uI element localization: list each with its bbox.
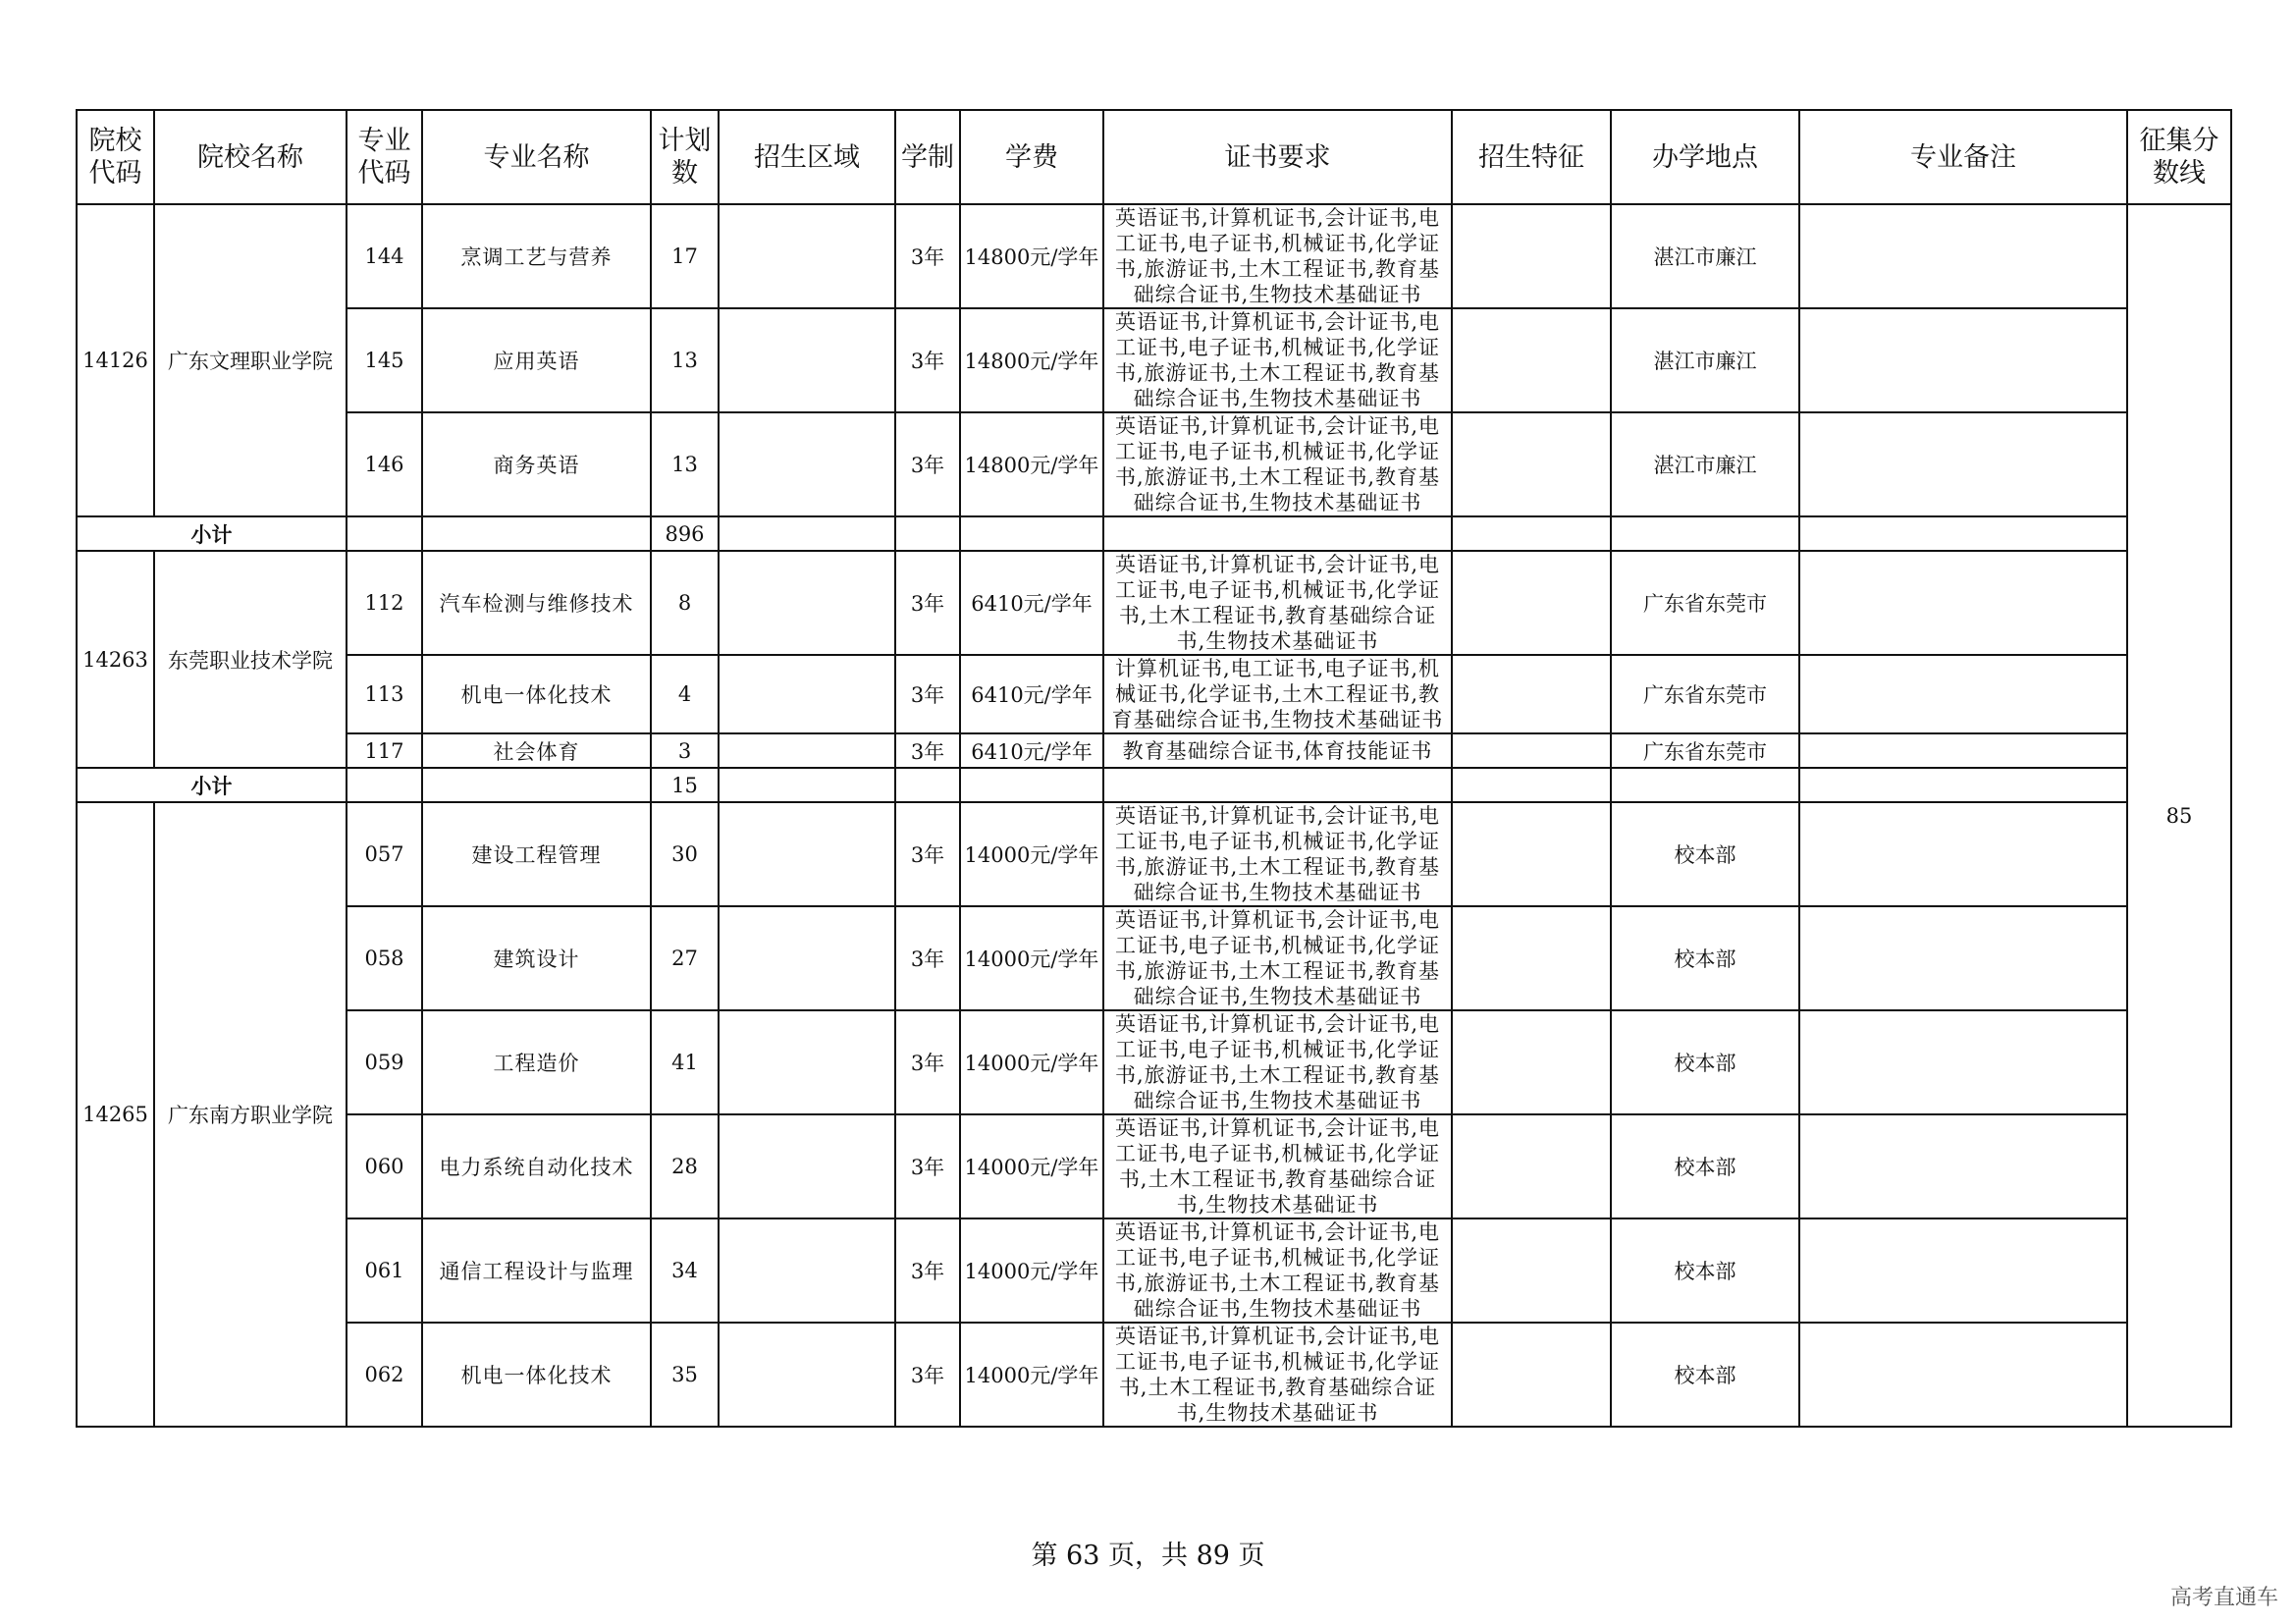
fee: 14000元/学年 [960, 1114, 1103, 1218]
plan-count: 34 [651, 1218, 719, 1323]
location: 校本部 [1611, 1010, 1799, 1114]
inst-name: 广东文理职业学院 [154, 204, 347, 516]
major-name: 汽车检测与维修技术 [422, 551, 651, 655]
region-cell [719, 802, 895, 906]
major-code: 146 [347, 412, 422, 516]
major-name: 机电一体化技术 [422, 655, 651, 733]
note-cell [1799, 1323, 2127, 1427]
subtotal-value: 15 [651, 768, 719, 802]
plan-count: 13 [651, 412, 719, 516]
header-major-name: 专业名称 [422, 110, 651, 204]
empty-cell [895, 516, 960, 551]
header-inst-code: 院校代码 [77, 110, 154, 204]
fee: 14800元/学年 [960, 308, 1103, 412]
duration: 3年 [895, 802, 960, 906]
region-cell [719, 1114, 895, 1218]
cert-requirement: 计算机证书,电工证书,电子证书,机械证书,化学证书,土木工程证书,教育基础综合证书,生物技术基础证书 [1103, 655, 1452, 733]
subtotal-row [77, 768, 2231, 802]
feature-cell [1452, 655, 1611, 733]
subtotal-label: 小计 [77, 516, 347, 551]
header-cutoff: 征集分数线 [2127, 110, 2231, 204]
table-row [77, 1010, 2231, 1114]
table-row [77, 802, 2231, 906]
table-row [77, 412, 2231, 516]
header-plan: 计划数 [651, 110, 719, 204]
fee: 6410元/学年 [960, 655, 1103, 733]
plan-count: 4 [651, 655, 719, 733]
fee: 6410元/学年 [960, 733, 1103, 768]
plan-count: 17 [651, 204, 719, 308]
cert-requirement: 教育基础综合证书,体育技能证书 [1103, 733, 1452, 768]
empty-cell [1452, 768, 1611, 802]
watermark-text: 高考直通车 [2169, 1586, 2278, 1610]
feature-cell [1452, 906, 1611, 1010]
region-cell [719, 655, 895, 733]
fee: 6410元/学年 [960, 551, 1103, 655]
note-cell [1799, 1114, 2127, 1218]
major-code: 112 [347, 551, 422, 655]
location: 湛江市廉江 [1611, 412, 1799, 516]
region-cell [719, 308, 895, 412]
major-code: 060 [347, 1114, 422, 1218]
location: 校本部 [1611, 1114, 1799, 1218]
empty-cell [719, 516, 895, 551]
empty-cell [1611, 768, 1799, 802]
major-name: 社会体育 [422, 733, 651, 768]
duration: 3年 [895, 655, 960, 733]
location: 校本部 [1611, 1323, 1799, 1427]
plan-count: 41 [651, 1010, 719, 1114]
inst-name: 东莞职业技术学院 [154, 551, 347, 768]
table-row [77, 204, 2231, 308]
subtotal-label: 小计 [77, 768, 347, 802]
major-code: 058 [347, 906, 422, 1010]
empty-cell [347, 516, 422, 551]
empty-cell [1103, 768, 1452, 802]
duration: 3年 [895, 308, 960, 412]
subtotal-value: 896 [651, 516, 719, 551]
cert-requirement: 英语证书,计算机证书,会计证书,电工证书,电子证书,机械证书,化学证书,旅游证书,土木工程证书,教育基础综合证书,生物技术基础证书 [1103, 1218, 1452, 1323]
empty-cell [960, 516, 1103, 551]
cert-requirement: 英语证书,计算机证书,会计证书,电工证书,电子证书,机械证书,化学证书,土木工程证书,教育基础综合证书,生物技术基础证书 [1103, 1323, 1452, 1427]
plan-count: 13 [651, 308, 719, 412]
major-code: 117 [347, 733, 422, 768]
plan-count: 8 [651, 551, 719, 655]
location: 广东省东莞市 [1611, 655, 1799, 733]
region-cell [719, 733, 895, 768]
note-cell [1799, 1218, 2127, 1323]
note-cell [1799, 204, 2127, 308]
subtotal-row [77, 516, 2231, 551]
major-name: 商务英语 [422, 412, 651, 516]
table-row [77, 1218, 2231, 1323]
duration: 3年 [895, 1114, 960, 1218]
empty-cell [719, 768, 895, 802]
major-code: 057 [347, 802, 422, 906]
plan-count: 27 [651, 906, 719, 1010]
region-cell [719, 551, 895, 655]
header-note: 专业备注 [1799, 110, 2127, 204]
major-name: 电力系统自动化技术 [422, 1114, 651, 1218]
header-cert: 证书要求 [1103, 110, 1452, 204]
plan-count: 3 [651, 733, 719, 768]
empty-cell [895, 768, 960, 802]
duration: 3年 [895, 551, 960, 655]
note-cell [1799, 1010, 2127, 1114]
feature-cell [1452, 204, 1611, 308]
location: 校本部 [1611, 1218, 1799, 1323]
region-cell [719, 1323, 895, 1427]
plan-count: 35 [651, 1323, 719, 1427]
empty-cell [1103, 516, 1452, 551]
header-inst-name: 院校名称 [154, 110, 347, 204]
empty-cell [422, 516, 651, 551]
table-row [77, 1323, 2231, 1427]
admission-table [76, 109, 2232, 1428]
empty-cell [422, 768, 651, 802]
header-feature: 招生特征 [1452, 110, 1611, 204]
feature-cell [1452, 1218, 1611, 1323]
cert-requirement: 英语证书,计算机证书,会计证书,电工证书,电子证书,机械证书,化学证书,旅游证书,土木工程证书,教育基础综合证书,生物技术基础证书 [1103, 308, 1452, 412]
note-cell [1799, 308, 2127, 412]
empty-cell [1611, 516, 1799, 551]
note-cell [1799, 906, 2127, 1010]
note-cell [1799, 655, 2127, 733]
plan-count: 30 [651, 802, 719, 906]
region-cell [719, 1218, 895, 1323]
duration: 3年 [895, 1010, 960, 1114]
duration: 3年 [895, 906, 960, 1010]
header-duration: 学制 [895, 110, 960, 204]
feature-cell [1452, 308, 1611, 412]
table-row [77, 906, 2231, 1010]
cert-requirement: 英语证书,计算机证书,会计证书,电工证书,电子证书,机械证书,化学证书,土木工程证书,教育基础综合证书,生物技术基础证书 [1103, 1114, 1452, 1218]
plan-count: 28 [651, 1114, 719, 1218]
major-code: 145 [347, 308, 422, 412]
feature-cell [1452, 551, 1611, 655]
inst-code: 14265 [77, 802, 154, 1427]
location: 湛江市廉江 [1611, 308, 1799, 412]
fee: 14000元/学年 [960, 1010, 1103, 1114]
region-cell [719, 906, 895, 1010]
duration: 3年 [895, 1323, 960, 1427]
fee: 14000元/学年 [960, 802, 1103, 906]
feature-cell [1452, 733, 1611, 768]
location: 校本部 [1611, 802, 1799, 906]
feature-cell [1452, 412, 1611, 516]
fee: 14800元/学年 [960, 412, 1103, 516]
empty-cell [1799, 768, 2127, 802]
major-code: 062 [347, 1323, 422, 1427]
major-code: 061 [347, 1218, 422, 1323]
feature-cell [1452, 1114, 1611, 1218]
empty-cell [347, 768, 422, 802]
fee: 14800元/学年 [960, 204, 1103, 308]
header-major-code: 专业代码 [347, 110, 422, 204]
table-row [77, 733, 2231, 768]
major-name: 建筑设计 [422, 906, 651, 1010]
table-row [77, 551, 2231, 655]
region-cell [719, 204, 895, 308]
note-cell [1799, 412, 2127, 516]
major-code: 059 [347, 1010, 422, 1114]
duration: 3年 [895, 204, 960, 308]
fee: 14000元/学年 [960, 906, 1103, 1010]
feature-cell [1452, 1010, 1611, 1114]
feature-cell [1452, 802, 1611, 906]
major-code: 144 [347, 204, 422, 308]
inst-name: 广东南方职业学院 [154, 802, 347, 1427]
major-name: 建设工程管理 [422, 802, 651, 906]
header-fee: 学费 [960, 110, 1103, 204]
header-location: 办学地点 [1611, 110, 1799, 204]
empty-cell [960, 768, 1103, 802]
cert-requirement: 英语证书,计算机证书,会计证书,电工证书,电子证书,机械证书,化学证书,土木工程证书,教育基础综合证书,生物技术基础证书 [1103, 551, 1452, 655]
cert-requirement: 英语证书,计算机证书,会计证书,电工证书,电子证书,机械证书,化学证书,旅游证书,土木工程证书,教育基础综合证书,生物技术基础证书 [1103, 204, 1452, 308]
fee: 14000元/学年 [960, 1218, 1103, 1323]
inst-code: 14263 [77, 551, 154, 768]
empty-cell [1452, 516, 1611, 551]
note-cell [1799, 733, 2127, 768]
region-cell [719, 1010, 895, 1114]
inst-code: 14126 [77, 204, 154, 516]
cert-requirement: 英语证书,计算机证书,会计证书,电工证书,电子证书,机械证书,化学证书,旅游证书,土木工程证书,教育基础综合证书,生物技术基础证书 [1103, 1010, 1452, 1114]
empty-cell [1799, 516, 2127, 551]
major-name: 应用英语 [422, 308, 651, 412]
cert-requirement: 英语证书,计算机证书,会计证书,电工证书,电子证书,机械证书,化学证书,旅游证书,土木工程证书,教育基础综合证书,生物技术基础证书 [1103, 906, 1452, 1010]
major-name: 烹调工艺与营养 [422, 204, 651, 308]
cert-requirement: 英语证书,计算机证书,会计证书,电工证书,电子证书,机械证书,化学证书,旅游证书,土木工程证书,教育基础综合证书,生物技术基础证书 [1103, 412, 1452, 516]
table-row [77, 308, 2231, 412]
major-code: 113 [347, 655, 422, 733]
duration: 3年 [895, 733, 960, 768]
location: 湛江市廉江 [1611, 204, 1799, 308]
duration: 3年 [895, 1218, 960, 1323]
duration: 3年 [895, 412, 960, 516]
note-cell [1799, 551, 2127, 655]
cert-requirement: 英语证书,计算机证书,会计证书,电工证书,电子证书,机械证书,化学证书,旅游证书,土木工程证书,教育基础综合证书,生物技术基础证书 [1103, 802, 1452, 906]
major-name: 通信工程设计与监理 [422, 1218, 651, 1323]
location: 广东省东莞市 [1611, 733, 1799, 768]
note-cell [1799, 802, 2127, 906]
table-row [77, 1114, 2231, 1218]
major-name: 工程造价 [422, 1010, 651, 1114]
feature-cell [1452, 1323, 1611, 1427]
page-number: 第 63 页，共 89 页 [1031, 1541, 1265, 1571]
table-row [77, 655, 2231, 733]
major-name: 机电一体化技术 [422, 1323, 651, 1427]
header-region: 招生区域 [719, 110, 895, 204]
cutoff-score: 85 [2127, 204, 2231, 1427]
table-body [77, 204, 2231, 1427]
fee: 14000元/学年 [960, 1323, 1103, 1427]
location: 广东省东莞市 [1611, 551, 1799, 655]
location: 校本部 [1611, 906, 1799, 1010]
header-row [77, 110, 2231, 204]
region-cell [719, 412, 895, 516]
